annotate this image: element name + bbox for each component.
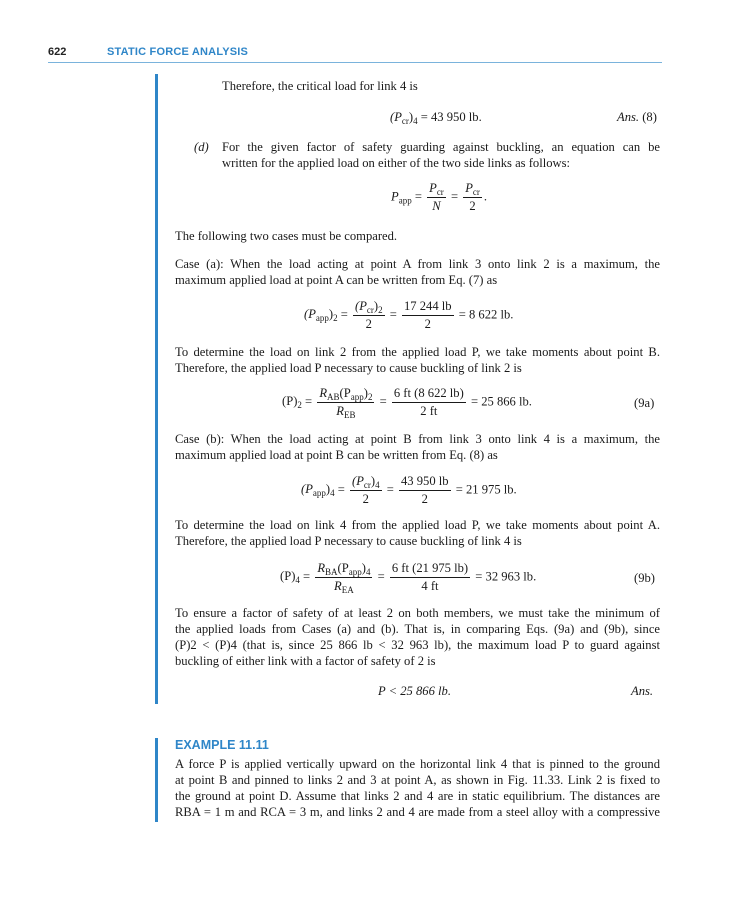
eq9b-tag: (9b) — [634, 571, 655, 585]
two-cases-text: The following two cases must be compared. — [175, 229, 398, 243]
ensure-line2: the applied loads from Cases (a) and (b). That is, in comparing Eqs. (9a) and (9b), since — [175, 622, 660, 636]
running-head: STATIC FORCE ANALYSIS — [107, 46, 249, 58]
load2-line2: Therefore, the applied load P necessary to cause buckling of link 2 is — [175, 361, 522, 375]
eq9a-tag: (9a) — [634, 396, 655, 410]
ensure-line1: To ensure a factor of safety of at least 2 on both members, we must take the minimum of — [175, 606, 660, 620]
eq8-ans: Ans. — [617, 110, 640, 124]
eq8-lhs-tail: ) — [408, 110, 414, 124]
eq8-lhs-sub: cr — [401, 116, 409, 126]
eq9a-frac2: $\frac{6 ft (8 622 lb)}{2 ft}$ — [393, 386, 464, 418]
papp-num1-sub: cr — [436, 187, 444, 197]
intro-text: Therefore, the critical load for link 4 is — [222, 79, 418, 93]
eq9a-lhs: $(P)_2$ — [282, 394, 302, 411]
final-answer: Ans. — [631, 684, 654, 698]
papp-frac2 — [463, 180, 482, 215]
papp-frac1 — [427, 180, 446, 215]
equation-papp4: $(P_{app})_4$ = $\frac{(P_{cr})_4}{2}$ = $\frac{43 950 lb}{2}$ = 21 975 lb. — [301, 474, 517, 506]
page-number: 622 — [48, 46, 67, 58]
example-line4: RBA = 1 m and RCA = 3 m, and links 2 and 4 are made from a steel alloy with a compressive — [175, 805, 660, 819]
papp4-frac1: $\frac{(P_{cr})_4}{2}$ — [352, 474, 380, 506]
eq8-answer — [617, 110, 657, 125]
papp-den2: 2 — [469, 199, 476, 213]
part-d-line1: For the given factor of safety guarding against buckling, an equation can be — [222, 140, 660, 154]
eq8-lhs-sub2: 4 — [413, 116, 418, 126]
ensure-line3: (P)2 < (P)4 (that is, since 25 866 lb < 32 963 lb), the maximum load P to guard against — [175, 638, 660, 652]
page-header — [48, 46, 662, 63]
example-line2: at point B and pinned to links 2 and 3 at point A, as shown in Fig. 11.33. Link 2 is fixed to — [175, 773, 660, 787]
papp2-result: = 8 622 lb. — [458, 307, 514, 322]
eq8-tag: (8) — [642, 110, 657, 124]
example-title: EXAMPLE 11.11 — [175, 738, 269, 752]
equation-9b: $(P)_4$ = $\frac{R_{BA}(P_{app})_4}{R_{EA}}$ = $\frac{6 ft (21 975 lb)}{4 ft}$ = 32 963 lb. — [280, 561, 537, 595]
papp-equation: $P_{app}$ = $\frac{P_{cr}}{N}$ = $\frac{P_{cr}}{2}$ . — [391, 181, 488, 213]
case-b-line2: maximum applied load at point B can be written from Eq. (8) as — [175, 448, 498, 462]
case-a-line1: Case (a): When the load acting at point A from link 3 onto link 2 is a maximum, the — [175, 257, 660, 271]
case-a-line2: maximum applied load at point A can be written from Eq. (7) as — [175, 273, 498, 287]
eq9a-frac1: $\frac{R_{AB}(P_{app})_2}{R_{EB}}$ — [319, 386, 373, 420]
ensure-line4: buckling of either link with a factor of safety of 2 is — [175, 654, 436, 668]
final-equation: P < 25 866 lb. — [378, 684, 451, 698]
eq8-rhs: = 43 950 lb. — [420, 110, 482, 124]
eq9b-frac1: $\frac{R_{BA}(P_{app})_4}{R_{EA}}$ — [317, 561, 371, 595]
papp4-lhs: $(P_{app})_4$ — [301, 482, 335, 499]
papp4-frac2: $\frac{43 950 lb}{2}$ — [401, 474, 449, 506]
load4-line2: Therefore, the applied load P necessary to cause buckling of link 4 is — [175, 534, 522, 548]
papp-lhs: P — [391, 189, 399, 204]
papp2-frac2: $\frac{17 244 lb}{2}$ — [404, 299, 452, 331]
eq9b-lhs: $(P)_4$ — [280, 569, 300, 586]
eq9b-result: = 32 963 lb. — [475, 569, 537, 584]
example-margin-bar — [155, 738, 158, 822]
papp-den1: N — [432, 199, 441, 213]
papp2-lhs: $(P_{app})_2$ — [304, 307, 338, 324]
papp-num2-sub: cr — [472, 187, 480, 197]
eq9b-frac2: $\frac{6 ft (21 975 lb)}{4 ft}$ — [391, 561, 469, 593]
eq9a-result: = 25 866 lb. — [470, 394, 532, 409]
equation-8 — [390, 110, 482, 125]
papp-num1: P — [429, 181, 437, 195]
margin-bar — [155, 74, 158, 704]
papp-num2: P — [465, 181, 473, 195]
part-d-line2: written for the applied load on either of the two side links as follows: — [222, 156, 571, 170]
papp2-frac1: $\frac{(P_{cr})_2}{2}$ — [355, 299, 383, 331]
load2-line1: To determine the load on link 2 from the applied load P, we take moments about point B. — [175, 345, 660, 359]
example-line3: the ground at point D. Assume that links 2 and 4 are in static equilibrium. The distances are — [175, 789, 660, 803]
part-d-label: (d) — [194, 140, 209, 154]
eq8-lhs: (P — [390, 110, 402, 124]
papp-lhs-sub: app — [398, 195, 412, 206]
example-line1: A force P is applied vertically upward on the horizontal link 4 that is pinned to the ground — [175, 757, 660, 771]
load4-line1: To determine the load on link 4 from the applied load P, we take moments about point A. — [175, 518, 660, 532]
papp4-result: = 21 975 lb. — [455, 482, 517, 497]
equation-papp2: $(P_{app})_2$ = $\frac{(P_{cr})_2}{2}$ = $\frac{17 244 lb}{2}$ = 8 622 lb. — [304, 299, 514, 331]
equation-9a: $(P)_2$ = $\frac{R_{AB}(P_{app})_2}{R_{EB}}$ = $\frac{6 ft (8 622 lb)}{2 ft}$ = 25 866 lb. — [282, 386, 532, 420]
case-b-line1: Case (b): When the load acting at point B from link 3 onto link 4 is a maximum, the — [175, 432, 660, 446]
